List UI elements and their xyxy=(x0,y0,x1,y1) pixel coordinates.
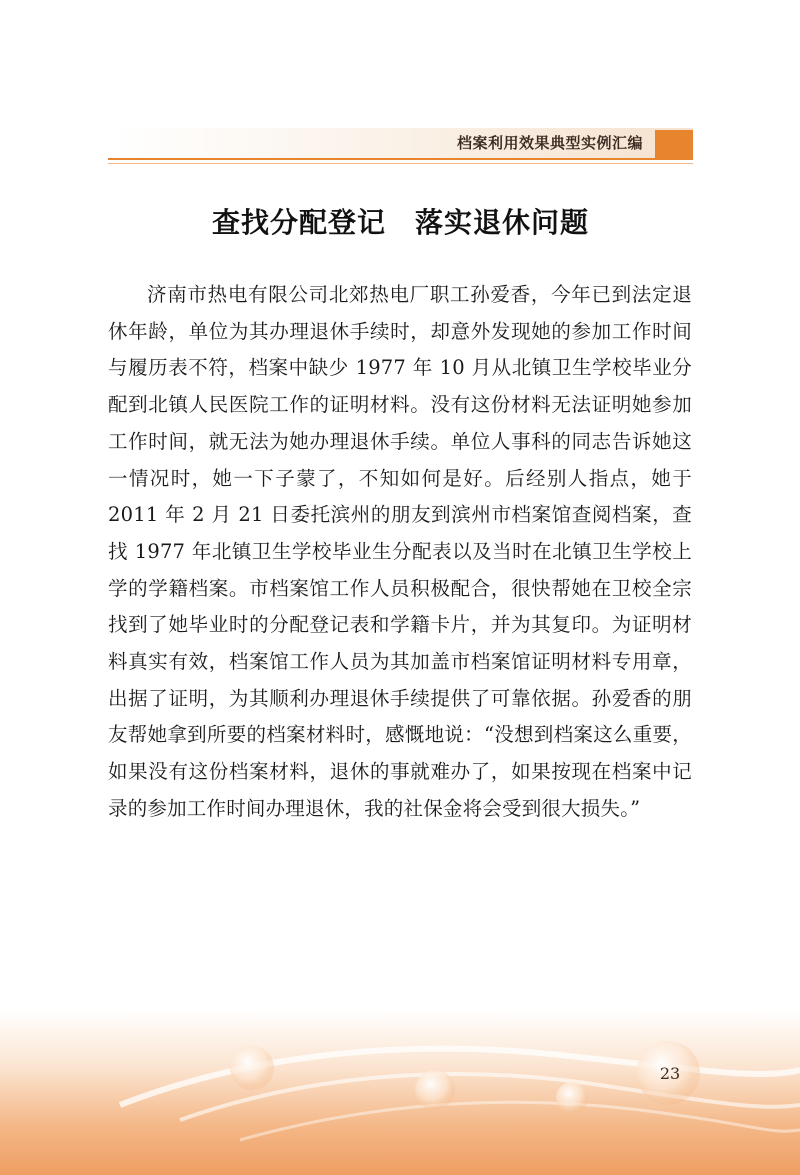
running-header xyxy=(108,128,693,158)
article-body: 济南市热电有限公司北郊热电厂职工孙爱香，今年已到法定退休年龄，单位为其办理退休手续时，却意外发现她的参加工作时间与履历表不符，档案中缺少 1977 年 10 月从北镇卫生学校毕业分配到北镇人民医院工作的证明材料。没有这份材料无法证明她参加工作时间，就无法为她办理退休手续。单位人事科的同志告诉她这一情况时，她一下子蒙了，不知如何是好。后经别人指点，她于 2011 年 2 月 21 日委托滨州的朋友到滨州市档案馆查阅档案，查找 1977 年北镇卫生学校毕业生分配表以及当时在北镇卫生学校上学的学籍档案。市档案馆工作人员积极配合，很快帮她在卫校全宗找到了她毕业时的分配登记表和学籍卡片，并为其复印。为证明材料真实有效，档案馆工作人员为其加盖市档案馆证明材料专用章，出据了证明，为其顺利办理退休手续提供了可靠依据。孙爱香的朋友帮她拿到所要的档案材料时，感慨地说：“没想到档案这么重要，如果没有这份档案材料，退休的事就难办了，如果按现在档案中记录的参加工作时间办理退休，我的社保金将会受到很大损失。” xyxy=(108,283,692,820)
running-header-title: 档案利用效果典型实例汇编 xyxy=(456,134,643,152)
page-number: 23 xyxy=(659,1064,681,1083)
bubble xyxy=(415,1070,455,1110)
header-accent-square xyxy=(655,130,693,158)
bubble xyxy=(230,1046,274,1090)
header-rule xyxy=(108,158,693,160)
swoosh-curve-2 xyxy=(180,1074,800,1120)
header-rule-thin xyxy=(108,163,693,164)
footer-swoosh-graphic xyxy=(0,1010,800,1175)
swoosh-curve-3 xyxy=(240,1102,800,1140)
article-title: 查找分配登记 落实退休问题 xyxy=(211,206,589,239)
bubble xyxy=(556,1082,588,1114)
